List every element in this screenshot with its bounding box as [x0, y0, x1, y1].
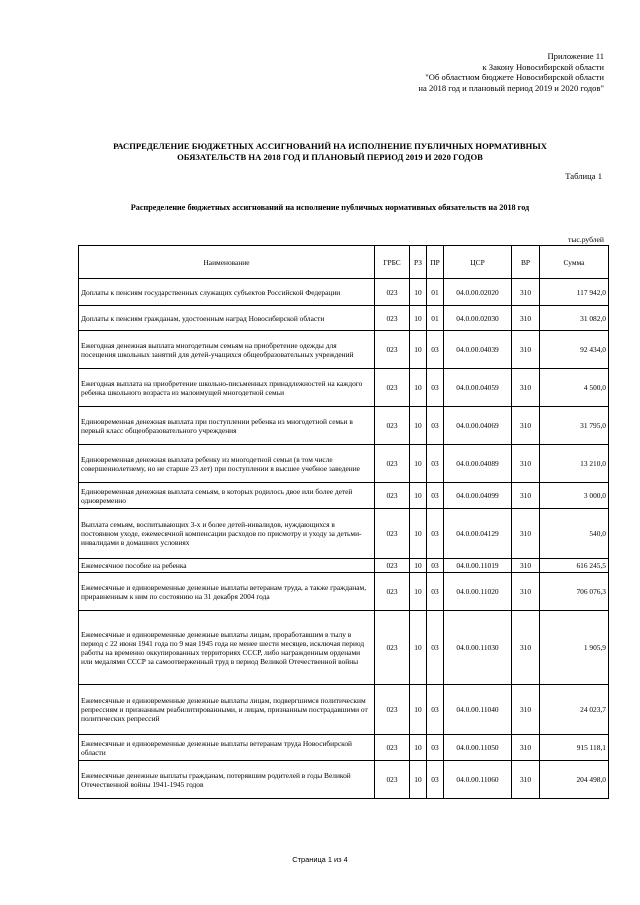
cell-rz: 10	[410, 611, 427, 685]
cell-vr: 310	[512, 573, 540, 611]
appendix-line: "Об областном бюджете Новосибирской области	[425, 72, 604, 83]
cell-csr: 04.0.00.04039	[444, 331, 512, 369]
cell-pr: 01	[427, 306, 444, 331]
cell-grbs: 023	[375, 761, 410, 799]
cell-rz: 10	[410, 331, 427, 369]
cell-name: Ежемесячные и единовременные денежные выплаты ветеранам труда Новосибирской области	[79, 735, 375, 761]
appendix-line: к Закону Новосибирской области	[482, 61, 604, 72]
cell-pr: 03	[427, 573, 444, 611]
table-row	[79, 369, 609, 407]
cell-vr: 310	[512, 483, 540, 509]
cell-grbs: 023	[375, 509, 410, 559]
cell-grbs: 023	[375, 279, 410, 306]
cell-vr: 310	[512, 369, 540, 407]
cell-grbs: 023	[375, 483, 410, 509]
cell-sum: 706 076,3	[540, 573, 609, 611]
header-pr: ПР	[427, 246, 444, 279]
appendix-line: на 2018 год и плановый период 2019 и 2020 годов"	[418, 82, 604, 93]
title-line-2: ОБЯЗАТЕЛЬСТВ НА 2018 ГОД И ПЛАНОВЫЙ ПЕРИОД 2019 И 2020 ГОДОВ	[177, 152, 483, 162]
cell-sum: 4 500,0	[540, 369, 609, 407]
cell-sum: 1 905,9	[540, 611, 609, 685]
table-row	[79, 761, 609, 799]
cell-grbs: 023	[375, 685, 410, 735]
cell-vr: 310	[512, 306, 540, 331]
table-row	[79, 407, 609, 445]
cell-csr: 04.0.00.04069	[444, 407, 512, 445]
cell-rz: 10	[410, 279, 427, 306]
header-grbs: ГРБС	[375, 246, 410, 279]
cell-csr: 04.0.00.04099	[444, 483, 512, 509]
cell-grbs: 023	[375, 735, 410, 761]
cell-sum: 13 210,0	[540, 445, 609, 483]
table-row	[79, 483, 609, 509]
document-title	[80, 141, 580, 163]
cell-pr: 03	[427, 509, 444, 559]
units-label: тыс.рублей	[568, 235, 604, 244]
table-row	[79, 509, 609, 559]
header-rz: РЗ	[410, 246, 427, 279]
cell-name: Единовременная денежная выплата семьям, в которых родилось двое или более детей одновременно	[79, 483, 375, 509]
cell-sum: 92 434,0	[540, 331, 609, 369]
header-csr: ЦСР	[444, 246, 512, 279]
cell-csr: 04.0.00.11030	[444, 611, 512, 685]
cell-grbs: 023	[375, 306, 410, 331]
cell-vr: 310	[512, 761, 540, 799]
table-row	[79, 685, 609, 735]
cell-name: Единовременная денежная выплата при поступлении ребенка из многодетной семьи в первый класс общеобразовательного учреждения	[79, 407, 375, 445]
cell-name: Ежемесячные и единовременные денежные выплаты лицам, подвергшимся политическим репрессиям и признанным реабилитированными, и лицам, признанным пострадавшими от политических репрессий	[79, 685, 375, 735]
cell-rz: 10	[410, 559, 427, 573]
cell-vr: 310	[512, 331, 540, 369]
cell-sum: 540,0	[540, 509, 609, 559]
cell-pr: 03	[427, 611, 444, 685]
cell-pr: 03	[427, 559, 444, 573]
cell-pr: 03	[427, 761, 444, 799]
cell-rz: 10	[410, 483, 427, 509]
table-row	[79, 331, 609, 369]
table-row	[79, 573, 609, 611]
cell-csr: 04.0.00.11019	[444, 559, 512, 573]
cell-pr: 03	[427, 331, 444, 369]
budget-table	[78, 245, 609, 799]
cell-pr: 03	[427, 407, 444, 445]
table-row	[79, 559, 609, 573]
table-row	[79, 279, 609, 306]
cell-rz: 10	[410, 761, 427, 799]
cell-rz: 10	[410, 685, 427, 735]
cell-rz: 10	[410, 445, 427, 483]
cell-csr: 04.0.00.02020	[444, 279, 512, 306]
cell-name: Единовременная денежная выплата ребенку из многодетной семьи (в том числе совершеннолетнему, но не старше 23 лет) при поступлении в высшее учебное заведение	[79, 445, 375, 483]
cell-name: Доплаты к пенсиям гражданам, удостоенным наград Новосибирской области	[79, 306, 375, 331]
cell-name: Ежемесячное пособие на ребенка	[79, 559, 375, 573]
cell-csr: 04.0.00.04059	[444, 369, 512, 407]
cell-name: Доплаты к пенсиям государственных служащих субъектов Российской Федерации	[79, 279, 375, 306]
cell-grbs: 023	[375, 445, 410, 483]
cell-pr: 03	[427, 685, 444, 735]
cell-name: Выплата семьям, воспитывающих 3-х и более детей-инвалидов, нуждающихся в постоянном уходе, ежемесячной компенсации расходов по присмотру и уходу за детьми-инвалидами в домашних условиях	[79, 509, 375, 559]
cell-vr: 310	[512, 407, 540, 445]
cell-name: Ежемесячные и единовременные денежные выплаты лицам, проработавшим в тылу в период с 22 июня 1941 года по 9 мая 1945 года не менее шести месяцев, исключая период работы на временно оккупированных территориях СССР, либо награжденным орденами или медалями СССР за самоотверженный труд в период Великой Отечественной войны	[79, 611, 375, 685]
header-vr: ВР	[512, 246, 540, 279]
appendix-line: Приложение 11	[547, 51, 604, 61]
cell-csr: 04.0.00.02030	[444, 306, 512, 331]
cell-csr: 04.0.00.11060	[444, 761, 512, 799]
cell-name: Ежемесячные и единовременные денежные выплаты ветеранам труда, а также гражданам, приравненным к ним по состоянию на 31 декабря 2004 года	[79, 573, 375, 611]
cell-rz: 10	[410, 735, 427, 761]
cell-sum: 24 023,7	[540, 685, 609, 735]
cell-grbs: 023	[375, 611, 410, 685]
cell-pr: 01	[427, 279, 444, 306]
title-line-1: РАСПРЕДЕЛЕНИЕ БЮДЖЕТНЫХ АССИГНОВАНИЙ НА ИСПОЛНЕНИЕ ПУБЛИЧНЫХ НОРМАТИВНЫХ	[113, 141, 547, 151]
header-name: Наименование	[79, 246, 375, 279]
cell-vr: 310	[512, 559, 540, 573]
table-label: Таблица 1	[565, 171, 602, 181]
cell-pr: 03	[427, 445, 444, 483]
header-sum: Сумма	[540, 246, 609, 279]
cell-grbs: 023	[375, 573, 410, 611]
cell-name: Ежемесячные денежные выплаты гражданам, потерявшим родителей в годы Великой Отечественной войны 1941-1945 годов	[79, 761, 375, 799]
cell-csr: 04.0.00.11020	[444, 573, 512, 611]
appendix-header	[344, 51, 604, 93]
cell-rz: 10	[410, 573, 427, 611]
cell-csr: 04.0.00.11050	[444, 735, 512, 761]
cell-grbs: 023	[375, 331, 410, 369]
table-row	[79, 306, 609, 331]
cell-pr: 03	[427, 369, 444, 407]
cell-pr: 03	[427, 483, 444, 509]
cell-rz: 10	[410, 306, 427, 331]
cell-csr: 04.0.00.04129	[444, 509, 512, 559]
cell-csr: 04.0.00.11040	[444, 685, 512, 735]
cell-csr: 04.0.00.04089	[444, 445, 512, 483]
cell-vr: 310	[512, 279, 540, 306]
table-row	[79, 735, 609, 761]
cell-name: Ежегодная выплата на приобретение школьно-письменных принадлежностей на каждого ребенка школьного возраста из малоимущей многодетной семьи	[79, 369, 375, 407]
cell-grbs: 023	[375, 559, 410, 573]
cell-sum: 31 795,0	[540, 407, 609, 445]
cell-name: Ежегодная денежная выплата многодетным семьям на приобретение одежды для посещения школьных занятий для детей-учащихся общеобразовательных учреждений	[79, 331, 375, 369]
cell-vr: 310	[512, 509, 540, 559]
table-subtitle: Распределение бюджетных ассигнований на исполнение публичных нормативных обязательств на 2018 год	[130, 203, 530, 212]
cell-grbs: 023	[375, 407, 410, 445]
cell-vr: 310	[512, 685, 540, 735]
cell-sum: 204 498,0	[540, 761, 609, 799]
cell-sum: 31 082,0	[540, 306, 609, 331]
table-row	[79, 445, 609, 483]
cell-sum: 117 942,0	[540, 279, 609, 306]
cell-sum: 915 118,1	[540, 735, 609, 761]
cell-vr: 310	[512, 611, 540, 685]
cell-vr: 310	[512, 445, 540, 483]
table-row	[79, 611, 609, 685]
cell-sum: 616 245,5	[540, 559, 609, 573]
table-header-row	[79, 246, 609, 279]
cell-rz: 10	[410, 369, 427, 407]
cell-rz: 10	[410, 509, 427, 559]
cell-vr: 310	[512, 735, 540, 761]
page-footer: Страница 1 из 4	[292, 855, 348, 864]
cell-sum: 3 000,0	[540, 483, 609, 509]
cell-pr: 03	[427, 735, 444, 761]
cell-rz: 10	[410, 407, 427, 445]
cell-grbs: 023	[375, 369, 410, 407]
